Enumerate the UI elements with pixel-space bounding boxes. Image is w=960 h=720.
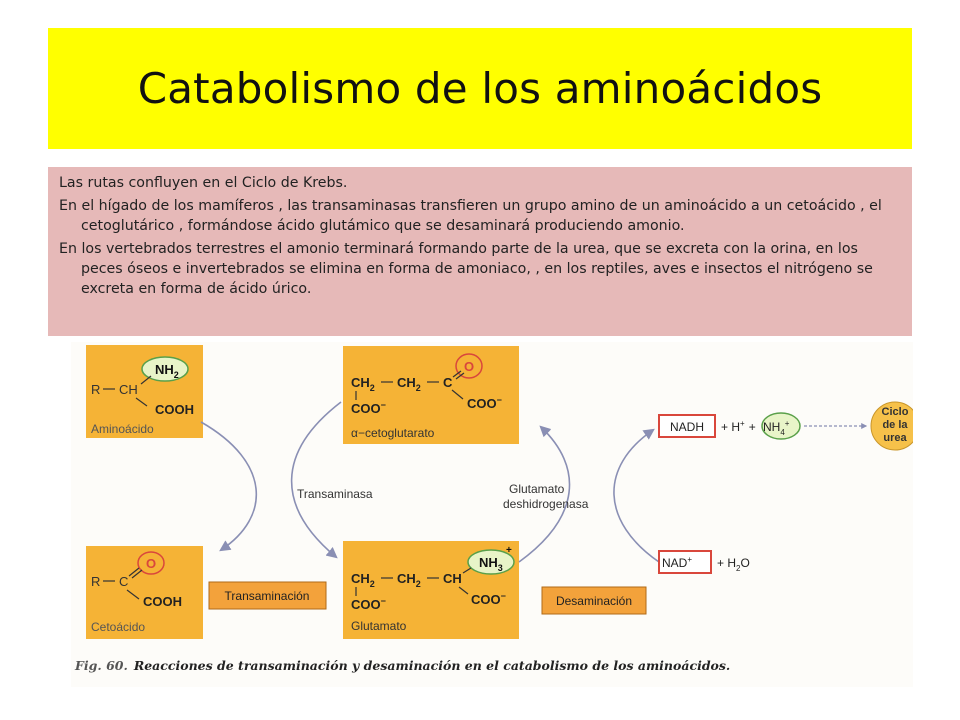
aminoacid-label: Aminoácido [91, 422, 154, 436]
svg-text:CH: CH [443, 571, 462, 586]
figure-caption [71, 653, 913, 687]
paragraph-3: En los vertebrados terrestres el amonio terminará formando parte de la urea, que se excreta con la orina, en los peces óseos e invertebrados se elimina en forma de amoniaco, , en los reptiles, aves e insectos el nitrógeno se excreta en forma de ácido úrico. [59, 241, 873, 297]
svg-text:COO−: COO− [351, 596, 386, 612]
svg-text:CH: CH [119, 382, 138, 397]
ketoglutarate-box [343, 346, 519, 444]
transamination-tag [209, 582, 326, 609]
gdh-label-2: deshidrogenasa [503, 497, 589, 511]
svg-text:CH2: $CH_2$ [351, 375, 375, 393]
ketoacid-box [86, 546, 203, 639]
paragraph-1: Las rutas confluyen en el Ciclo de Krebs. [59, 175, 348, 191]
svg-text:de la: de la [882, 419, 908, 431]
svg-text:NH4+: $NH_4^+$ [763, 419, 790, 437]
figure-svg [71, 342, 913, 687]
svg-text:O: O [146, 556, 157, 571]
glutamate-label: Glutamato [351, 619, 407, 633]
svg-text:Fig. 60.Reacciones de transami: Fig. 60. Reacciones de transaminación y desaminación en el catabolismo de los aminoácidos. [75, 658, 731, 673]
svg-text:COO−: COO− [351, 400, 386, 416]
metabolic-figure [71, 342, 913, 687]
svg-text:C: C [443, 375, 453, 390]
svg-text:Ciclo: Ciclo [881, 406, 909, 418]
transaminase-label: Transaminasa [297, 487, 373, 501]
text-panel [48, 167, 912, 336]
slide-title: Catabolismo de los aminoácidos [137, 64, 823, 113]
svg-text:urea: urea [883, 432, 907, 444]
svg-text:NAD+: NAD+ [661, 555, 693, 570]
title-banner [48, 28, 912, 149]
svg-text:R: R [91, 574, 101, 589]
svg-text:+ H2O: + $H_2O$ [717, 556, 750, 573]
svg-text:COOH: COOH [143, 594, 182, 609]
deamination-tag [542, 587, 646, 614]
svg-text:CH2: $CH_2$ [397, 571, 421, 589]
ketoacid-label: Cetoácido [91, 620, 146, 634]
svg-text:COOH: COOH [155, 402, 194, 417]
urea-cycle-badge [871, 402, 913, 450]
svg-text:Transaminación: Transaminación [224, 589, 310, 603]
svg-text:COO−: COO− [467, 395, 502, 411]
aminoacid-box [86, 345, 203, 438]
svg-text:NH2: $NH_2$ [155, 362, 179, 380]
gdh-label-1: Glutamato [509, 482, 565, 496]
svg-text:O: O [464, 359, 475, 374]
svg-text:R: R [91, 382, 101, 397]
svg-text:C: C [119, 574, 129, 589]
svg-text:NADH: NADH [669, 420, 705, 434]
ketoglutarate-label: α−cetoglutarato [351, 426, 435, 440]
paragraph-2: En el hígado de los mamíferos , las transaminasas transfieren un grupo amino de un aminoácido a un cetoácido , el cetoglutárico , formándose ácido glutámico que se desaminará produciendo amonio. [59, 198, 882, 234]
svg-text:+: + [506, 545, 512, 556]
svg-text:CH2: $CH_2$ [351, 571, 375, 589]
glutamate-box [343, 541, 519, 639]
svg-text:CH2: $CH_2$ [397, 375, 421, 393]
svg-text:Desaminación: Desaminación [555, 594, 633, 608]
svg-text:COO−: COO− [471, 591, 506, 607]
svg-text:NH3: $NH_3$ [479, 555, 503, 573]
svg-text:+ H++: + H+ + [721, 419, 756, 434]
